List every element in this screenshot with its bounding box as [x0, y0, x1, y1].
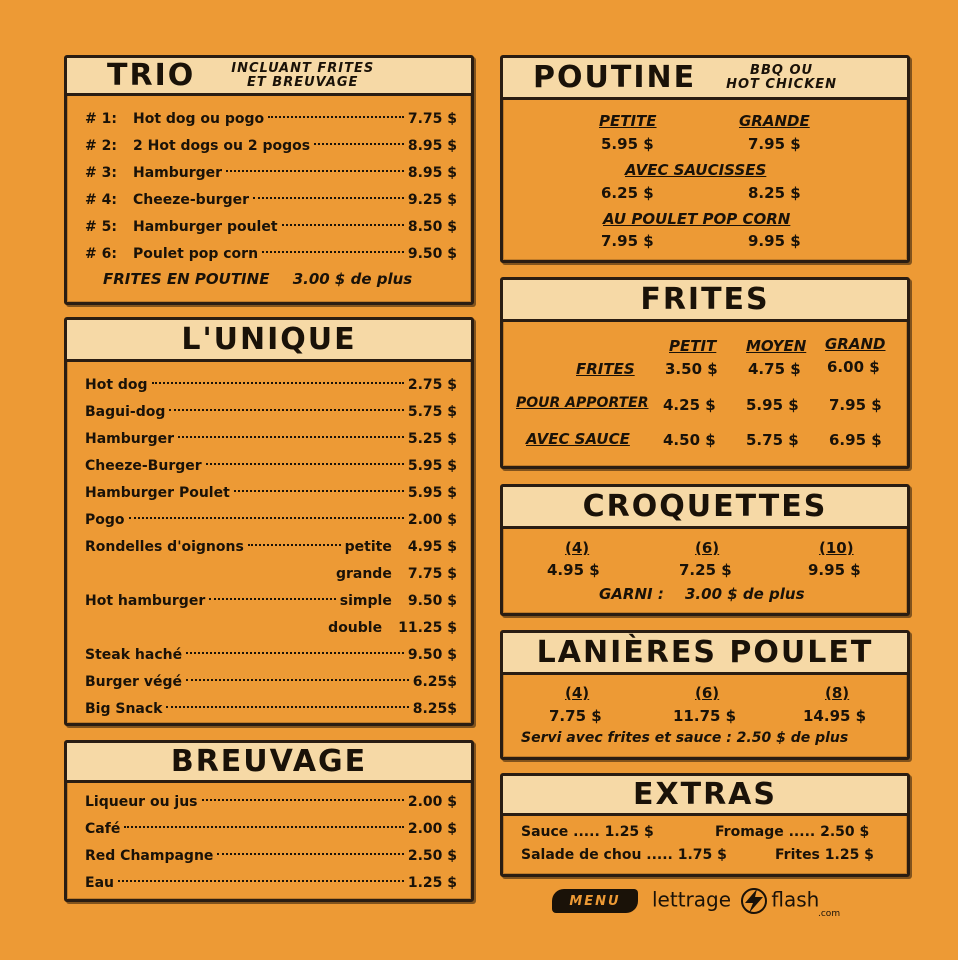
- menu-item: [85, 241, 457, 268]
- lanieres-panel: [500, 630, 910, 760]
- poutine-subtitle-line1: BBQ OU: [750, 62, 814, 78]
- lanieres-price: 14.95 $: [803, 707, 867, 725]
- frites-panel: [500, 277, 910, 469]
- dot-leader: [262, 251, 404, 253]
- dot-leader: [129, 517, 404, 519]
- menu-item: [85, 187, 457, 214]
- item-name: Hot dog: [85, 377, 148, 393]
- item-price: 5.75 $: [407, 404, 457, 420]
- lettrage-flash-logo: [552, 885, 852, 921]
- item-price: 5.95 $: [407, 485, 457, 501]
- item-size: double: [328, 620, 383, 636]
- item-price: 2.00 $: [407, 512, 457, 528]
- item-price: 9.50 $: [407, 593, 457, 609]
- item-name: Cheeze-Burger: [85, 458, 202, 474]
- item-name: Big Snack: [85, 701, 163, 717]
- dot-leader: [282, 224, 404, 226]
- menu-item: [85, 615, 457, 642]
- menu-tag: MENU: [552, 889, 638, 913]
- item-price: 9.50 $: [407, 246, 457, 262]
- item-number: # 4:: [85, 192, 117, 208]
- item-price: 8.25$: [412, 701, 457, 717]
- unique-header: [67, 320, 471, 362]
- menu-item: [85, 696, 457, 723]
- dot-leader: [169, 409, 403, 411]
- extras-panel: [500, 773, 910, 877]
- lanieres-header: [503, 633, 907, 675]
- frites-value: 5.75 $: [746, 431, 799, 449]
- item-price: 9.25 $: [407, 192, 457, 208]
- extras-fromage: Fromage ..... 2.50 $: [715, 824, 870, 840]
- lanieres-size: (6): [695, 684, 720, 702]
- poutine-title: POUTINE: [533, 60, 697, 95]
- brand-name: lettrage: [652, 887, 732, 912]
- poutine-saucisses-petite: 6.25 $: [601, 184, 654, 202]
- trio-footer-label: FRITES EN POUTINE: [103, 270, 270, 288]
- menu-item: [85, 214, 457, 241]
- item-price: 2.00 $: [407, 821, 457, 837]
- dot-leader: [268, 116, 404, 118]
- dot-leader: [124, 826, 404, 828]
- item-name: Poulet pop corn: [133, 246, 259, 262]
- item-price: 7.75 $: [407, 566, 457, 582]
- poutine-saucisses-grande: 8.25 $: [748, 184, 801, 202]
- item-price: 7.75 $: [407, 111, 457, 127]
- item-name: Liqueur ou jus: [85, 794, 198, 810]
- menu-item: [85, 426, 457, 453]
- extras-title: EXTRAS: [632, 777, 777, 812]
- menu-item: [85, 372, 457, 399]
- frites-value: 7.95 $: [829, 396, 882, 414]
- item-name: Hamburger: [133, 165, 223, 181]
- trio-subtitle-line2: ET BREUVAGE: [247, 74, 359, 90]
- frites-header-moyen: MOYEN: [746, 337, 807, 355]
- item-price: 8.50 $: [407, 219, 457, 235]
- item-size: simple: [339, 593, 392, 609]
- poutine-base-petite: 5.95 $: [601, 135, 654, 153]
- lanieres-size: (4): [565, 684, 590, 702]
- menu-item: [85, 453, 457, 480]
- poutine-col-grande: GRANDE: [739, 112, 810, 130]
- extras-salade: Salade de chou ..... 1.75 $: [521, 847, 727, 863]
- brand-text: [652, 887, 819, 915]
- item-price: 11.25 $: [398, 620, 457, 636]
- item-price: 1.25 $: [407, 875, 457, 891]
- item-name: Cheeze-burger: [133, 192, 249, 208]
- item-price: 8.95 $: [407, 165, 457, 181]
- item-price: 2.75 $: [407, 377, 457, 393]
- extras-sauce: Sauce ..... 1.25 $: [521, 824, 654, 840]
- croquettes-garni-value: 3.00 $ de plus: [685, 585, 805, 603]
- menu-item: [85, 588, 457, 615]
- menu-item: [85, 534, 457, 561]
- item-number: # 6:: [85, 246, 117, 262]
- frites-row-label: FRITES: [576, 360, 635, 378]
- frites-value: 4.75 $: [748, 360, 801, 378]
- frites-header-petit: PETIT: [669, 337, 717, 355]
- croquettes-price: 7.25 $: [679, 561, 732, 579]
- unique-title: L'UNIQUE: [181, 322, 357, 357]
- dot-leader: [186, 652, 404, 654]
- frites-value: 4.25 $: [663, 396, 716, 414]
- menu-item: [85, 816, 457, 843]
- item-name: Burger végé: [85, 674, 182, 690]
- lanieres-size: (8): [825, 684, 850, 702]
- frites-row-label: AVEC SAUCE: [526, 430, 630, 448]
- item-price: 9.50 $: [407, 647, 457, 663]
- poutine-col-petite: PETITE: [599, 112, 657, 130]
- frites-header: [503, 280, 907, 322]
- frites-value: 6.00 $: [827, 358, 880, 376]
- frites-value: 5.95 $: [746, 396, 799, 414]
- trio-list: [67, 96, 471, 268]
- breuvage-header: [67, 743, 471, 783]
- extras-frites: Frites 1.25 $: [775, 847, 874, 863]
- dot-leader: [234, 490, 404, 492]
- poutine-subtitle-line2: HOT CHICKEN: [726, 76, 838, 92]
- trio-footer-value: 3.00 $ de plus: [292, 270, 413, 288]
- dot-leader: [166, 706, 408, 708]
- lanieres-price: 11.75 $: [673, 707, 737, 725]
- menu-item: [85, 160, 457, 187]
- item-name: Rondelles d'oignons: [85, 539, 244, 555]
- bolt-icon: [737, 887, 771, 915]
- extras-header: [503, 776, 907, 816]
- trio-title: TRIO: [107, 58, 196, 93]
- trio-footer: [103, 270, 471, 288]
- item-price: 5.95 $: [407, 458, 457, 474]
- item-size: petite: [344, 539, 392, 555]
- unique-list: [67, 362, 471, 723]
- menu-item: [85, 843, 457, 870]
- dot-leader: [202, 799, 404, 801]
- dot-leader: [314, 143, 404, 145]
- menu-item: [85, 870, 457, 897]
- item-name: Steak haché: [85, 647, 183, 663]
- croquettes-price: 4.95 $: [547, 561, 600, 579]
- unique-panel: [64, 317, 474, 726]
- item-name: 2 Hot dogs ou 2 pogos: [133, 138, 311, 154]
- trio-subtitle-line1: INCLUANT FRITES: [231, 60, 375, 76]
- item-price: 2.00 $: [407, 794, 457, 810]
- item-name: Hamburger: [85, 431, 175, 447]
- item-name: Hot dog ou pogo: [133, 111, 265, 127]
- lanieres-note: Servi avec frites et sauce : 2.50 $ de plus: [521, 730, 849, 746]
- item-price: 4.95 $: [407, 539, 457, 555]
- dot-leader: [226, 170, 404, 172]
- breuvage-panel: [64, 740, 474, 902]
- croquettes-size: (6): [695, 539, 720, 557]
- item-price: 8.95 $: [407, 138, 457, 154]
- item-name: Eau: [85, 875, 114, 891]
- dot-leader: [152, 382, 404, 384]
- item-name: Red Champagne: [85, 848, 214, 864]
- dot-leader: [178, 436, 404, 438]
- brand-com: .com: [818, 909, 841, 919]
- croquettes-size: (10): [819, 539, 854, 557]
- poutine-panel: [500, 55, 910, 263]
- croquettes-panel: [500, 484, 910, 616]
- item-number: # 1:: [85, 111, 117, 127]
- menu-item: [85, 789, 457, 816]
- item-price: 2.50 $: [407, 848, 457, 864]
- croquettes-title: CROQUETTES: [582, 489, 828, 524]
- item-size: grande: [335, 566, 392, 582]
- dot-leader: [217, 853, 403, 855]
- menu-item: [85, 642, 457, 669]
- item-number: # 5:: [85, 219, 117, 235]
- dot-leader: [206, 463, 404, 465]
- poutine-popcorn-grande: 9.95 $: [748, 232, 801, 250]
- poutine-subtitle: [726, 64, 837, 92]
- frites-value: 3.50 $: [665, 360, 718, 378]
- dot-leader: [186, 679, 409, 681]
- item-name: Café: [85, 821, 121, 837]
- croquettes-price: 9.95 $: [808, 561, 861, 579]
- item-number: # 2:: [85, 138, 117, 154]
- frites-title: FRITES: [640, 282, 770, 317]
- dot-leader: [248, 544, 341, 546]
- trio-panel: [64, 55, 474, 305]
- menu-item: [85, 133, 457, 160]
- lanieres-title: LANIÈRES POULET: [536, 635, 874, 670]
- item-name: Hamburger Poulet: [85, 485, 230, 501]
- item-number: # 3:: [85, 165, 117, 181]
- menu-item: [85, 106, 457, 133]
- brand-name-2: flash: [771, 887, 820, 912]
- breuvage-title: BREUVAGE: [170, 744, 368, 779]
- breuvage-list: [67, 783, 471, 897]
- menu-item: [85, 399, 457, 426]
- dot-leader: [253, 197, 404, 199]
- trio-header: [67, 58, 471, 96]
- item-price: 5.25 $: [407, 431, 457, 447]
- dot-leader: [118, 880, 404, 882]
- item-name: Hot hamburger: [85, 593, 206, 609]
- item-name: Bagui-dog: [85, 404, 166, 420]
- poutine-base-grande: 7.95 $: [748, 135, 801, 153]
- trio-subtitle: [231, 62, 374, 90]
- poutine-saucisses-label: AVEC SAUCISSES: [625, 161, 767, 179]
- frites-row-label: POUR APPORTER: [516, 395, 649, 411]
- croquettes-header: [503, 487, 907, 529]
- item-name: Pogo: [85, 512, 125, 528]
- dot-leader: [209, 598, 336, 600]
- poutine-header: [503, 58, 907, 100]
- frites-header-grand: GRAND: [825, 335, 886, 353]
- lanieres-price: 7.75 $: [549, 707, 602, 725]
- menu-item: [85, 507, 457, 534]
- poutine-popcorn-label: AU POULET POP CORN: [603, 210, 791, 228]
- frites-value: 4.50 $: [663, 431, 716, 449]
- poutine-popcorn-petite: 7.95 $: [601, 232, 654, 250]
- menu-item: [85, 669, 457, 696]
- frites-value: 6.95 $: [829, 431, 882, 449]
- menu-item: [85, 561, 457, 588]
- menu-item: [85, 480, 457, 507]
- croquettes-size: (4): [565, 539, 590, 557]
- item-price: 6.25$: [412, 674, 457, 690]
- croquettes-garni-label: GARNI :: [599, 585, 664, 603]
- item-name: Hamburger poulet: [133, 219, 278, 235]
